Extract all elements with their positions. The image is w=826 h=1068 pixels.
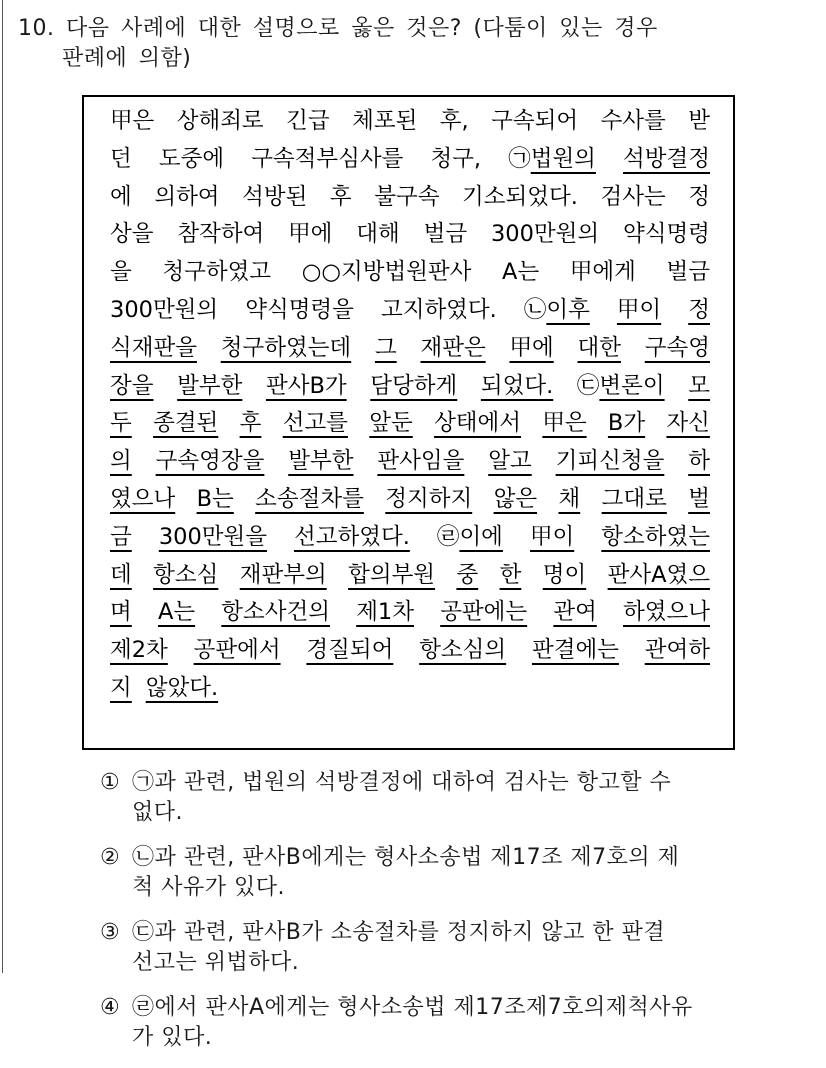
case-word: 발부한 xyxy=(177,372,243,399)
case-word: 수사를 xyxy=(600,108,666,134)
choice-number: ③ xyxy=(100,920,121,945)
case-line xyxy=(110,670,710,708)
case-word: 고지하였다. xyxy=(380,296,497,323)
case-word: 상해죄로 xyxy=(176,108,264,134)
case-word: 청구, xyxy=(430,145,482,172)
case-word: 벌 xyxy=(688,485,710,512)
case-word: 불구속 xyxy=(374,183,440,210)
case-word: 지 xyxy=(110,674,132,701)
case-word: 판사임을 xyxy=(377,448,465,475)
case-line xyxy=(110,103,710,141)
case-word: ㉡이후 xyxy=(523,296,590,323)
question-line-1 xyxy=(18,14,808,44)
case-word: 며 xyxy=(110,599,132,626)
case-word: 대해 xyxy=(356,221,400,248)
case-word: 재판부의 xyxy=(239,561,327,588)
case-word: 항소사건의 xyxy=(221,599,330,626)
choice-text xyxy=(132,918,665,978)
case-word: 되었다. xyxy=(480,372,554,399)
case-word: 체포된 xyxy=(352,108,418,134)
case-word: 벌금 xyxy=(423,221,468,248)
case-line xyxy=(110,594,710,632)
case-word: 청구하였고 xyxy=(162,259,272,286)
case-word: 의하여 xyxy=(154,183,220,210)
case-text xyxy=(110,103,710,708)
case-word: 던 xyxy=(110,145,132,172)
case-word: 공판에서 xyxy=(193,637,281,664)
case-word: 검사는 xyxy=(600,183,666,210)
choice-line-2: 선고는 위법하다. xyxy=(132,950,300,975)
case-line xyxy=(110,216,710,254)
choice-1[interactable] xyxy=(100,768,800,828)
case-line xyxy=(110,368,710,406)
case-word: B가 xyxy=(607,410,646,437)
case-word: 채 xyxy=(558,485,581,512)
case-word: 후 xyxy=(239,410,262,437)
case-word: 300만원을 xyxy=(158,523,267,550)
case-line xyxy=(110,557,710,595)
case-word: 제2차 xyxy=(110,637,168,664)
choice-text xyxy=(132,843,679,903)
choice-line-2: 가 있다. xyxy=(132,1025,213,1050)
case-word: 선고하였다. xyxy=(294,523,410,550)
question-number: 10. xyxy=(18,16,55,41)
case-word: 자신 xyxy=(666,410,710,437)
case-word: 후, xyxy=(439,108,469,134)
case-word: 후 xyxy=(329,183,352,210)
case-word: 청구하였는데 xyxy=(220,334,352,361)
case-word: 대한 xyxy=(577,334,621,361)
choice-line-2: 없다. xyxy=(132,800,183,825)
case-word: 구속적부심사를 xyxy=(251,145,404,172)
case-line xyxy=(110,443,710,481)
case-word: 에 xyxy=(110,183,132,210)
case-word: 모 xyxy=(688,372,710,399)
case-word: 을 xyxy=(110,259,132,286)
case-word: 기피신청을 xyxy=(555,448,665,475)
case-word: 중 xyxy=(456,561,479,588)
case-word: 석방된 xyxy=(242,183,308,210)
case-line xyxy=(110,519,710,557)
case-word: 정 xyxy=(688,183,710,210)
case-line xyxy=(110,292,710,330)
case-word: 장을 xyxy=(110,372,154,399)
case-word: 그 xyxy=(374,334,397,361)
case-word: 항소하였는 xyxy=(601,523,710,550)
choice-4[interactable] xyxy=(100,993,800,1053)
case-word: ㉣이에 xyxy=(436,523,503,550)
case-word: 선고를 xyxy=(282,410,348,437)
case-word: 기소되었다. xyxy=(462,183,578,210)
case-word: 명이 xyxy=(542,561,587,588)
choice-line-2: 척 사유가 있다. xyxy=(132,875,285,900)
case-word: 구속되어 xyxy=(491,108,579,134)
case-word: 받 xyxy=(688,108,710,134)
case-word: ㉢변론이 xyxy=(576,372,665,399)
case-word: 그대로 xyxy=(601,485,667,512)
page-left-rule xyxy=(2,0,3,973)
case-word: 앞둔 xyxy=(369,410,413,437)
case-word: 않은 xyxy=(493,485,538,512)
case-word: 합의부원 xyxy=(348,561,436,588)
case-word: 약식명령 xyxy=(622,221,710,248)
case-word: 소송절차를 xyxy=(255,485,364,512)
choice-text xyxy=(132,768,671,828)
answer-choices xyxy=(100,768,800,1068)
case-line xyxy=(110,254,710,292)
choice-text xyxy=(132,993,693,1053)
case-word: 판결에는 xyxy=(531,637,619,664)
case-line xyxy=(110,632,710,670)
case-word: 한 xyxy=(499,561,522,588)
choice-line-1: ㉡과 관련, 판사B에게는 형사소송법 제17조 제7호의 제 xyxy=(132,845,680,870)
case-word: 甲에 xyxy=(509,334,554,361)
case-line xyxy=(110,330,710,368)
case-word: 참작하여 xyxy=(177,221,265,248)
question-stem xyxy=(18,14,808,74)
case-word: 정 xyxy=(688,296,710,323)
case-word: 甲에게 xyxy=(569,259,636,286)
case-word: 하였으나 xyxy=(623,599,710,626)
case-word: 상태에서 xyxy=(434,410,522,437)
case-word: 관여 xyxy=(553,599,597,626)
case-word: 약식명령을 xyxy=(245,296,354,323)
case-word: 두 xyxy=(110,410,132,437)
case-word: A는 xyxy=(502,259,540,286)
choice-line-1: ㉢과 관련, 판사B가 소송절차를 정지하지 않고 한 판결 xyxy=(132,920,666,945)
case-word: B는 xyxy=(196,485,234,512)
case-word: 벌금 xyxy=(666,259,710,286)
case-line xyxy=(110,141,710,179)
choice-line-1: ㉠과 관련, 법원의 석방결정에 대하여 검사는 항고할 수 xyxy=(132,770,672,795)
case-word: 甲은 xyxy=(542,410,587,437)
case-line xyxy=(110,179,710,217)
case-word: 항소심 xyxy=(153,561,219,588)
case-word: 300만원의 xyxy=(490,221,600,248)
case-word: 300만원의 xyxy=(110,296,219,323)
choice-2[interactable] xyxy=(100,843,800,903)
case-word: 발부한 xyxy=(288,448,354,475)
case-word: 상을 xyxy=(110,221,154,248)
case-word: A는 xyxy=(157,599,196,626)
case-word: 금 xyxy=(110,523,132,550)
case-word: ㉠법원의 xyxy=(508,145,596,172)
case-word: 구속영 xyxy=(644,334,710,361)
case-word: 경질되어 xyxy=(306,637,394,664)
case-word: 식재판을 xyxy=(110,334,197,361)
case-line xyxy=(110,481,710,519)
case-word: 알고 xyxy=(488,448,532,475)
case-word: 하 xyxy=(688,448,710,475)
case-word: 긴급 xyxy=(286,108,330,134)
case-word: 판사B가 xyxy=(265,372,347,399)
case-word: 甲은 xyxy=(110,108,155,134)
case-word: 않았다. xyxy=(145,674,219,701)
case-word: 甲이 xyxy=(616,296,662,323)
choice-number: ④ xyxy=(100,995,121,1020)
choice-3[interactable] xyxy=(100,918,800,978)
case-word: 담당하게 xyxy=(370,372,458,399)
case-word: 甲에 xyxy=(288,221,333,248)
case-word: 제1차 xyxy=(356,599,414,626)
case-word: 재판은 xyxy=(420,334,486,361)
case-word: 구속영장을 xyxy=(155,448,265,475)
case-word: ○○지방법원판사 xyxy=(301,259,472,286)
case-word: 정지하지 xyxy=(385,485,473,512)
case-word: 항소심의 xyxy=(419,637,507,664)
choice-number: ① xyxy=(100,770,121,795)
case-word: 의 xyxy=(110,448,132,475)
question-text-1: 다음 사례에 대한 설명으로 옳은 것은? (다툼이 있는 경우 xyxy=(66,16,658,41)
case-word: 데 xyxy=(110,561,132,588)
case-word: 석방결정 xyxy=(623,145,710,172)
case-word: 공판에는 xyxy=(440,599,528,626)
choice-line-1: ㉣에서 판사A에게는 형사소송법 제17조제7호의제척사유 xyxy=(132,995,693,1020)
case-line xyxy=(110,405,710,443)
case-word: 종결된 xyxy=(153,410,219,437)
case-box xyxy=(82,95,735,750)
case-word: 였으나 xyxy=(110,485,176,512)
case-word: 판사A였으 xyxy=(607,561,710,588)
question-line-2: 판례에 의함) xyxy=(62,46,192,71)
case-word: 도중에 xyxy=(158,145,225,172)
case-word: 관여하 xyxy=(644,637,710,664)
case-word: 甲이 xyxy=(529,523,575,550)
choice-number: ② xyxy=(100,845,121,870)
